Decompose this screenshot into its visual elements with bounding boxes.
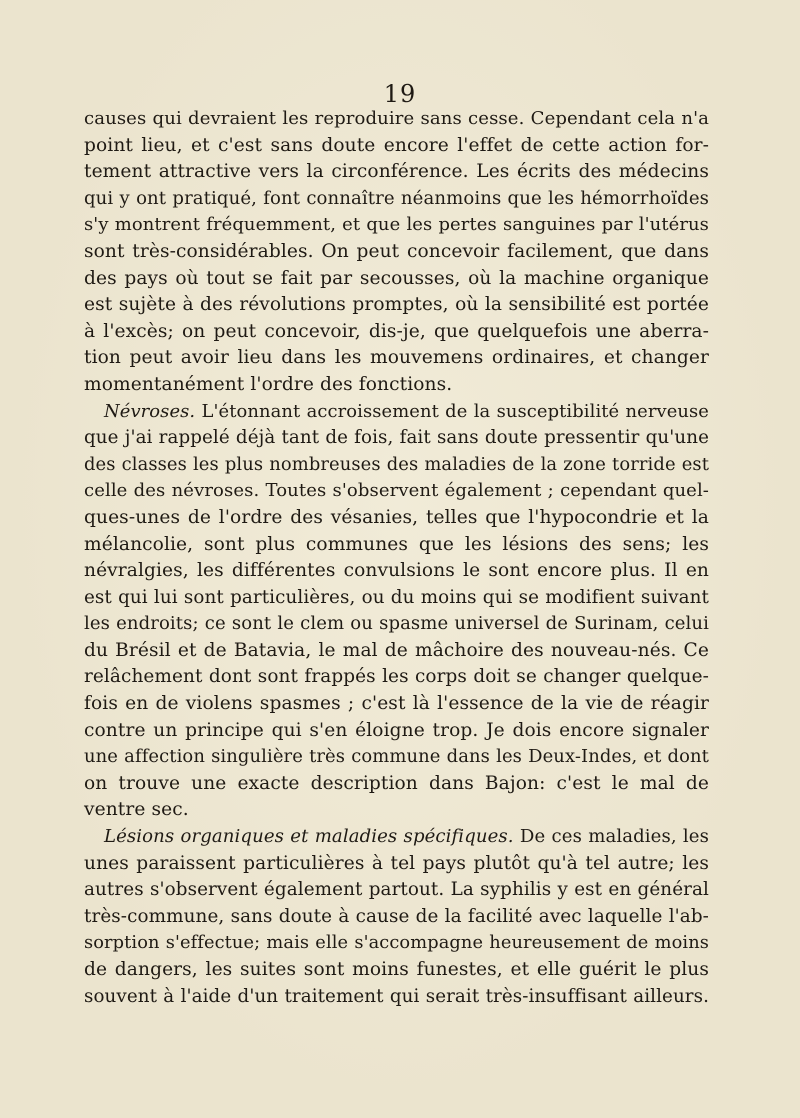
text-line: ques-unes de l'ordre des vésanies, telles que l'hypocondrie et la bbox=[84, 506, 709, 528]
paragraph-2 bbox=[84, 399, 709, 825]
text-line: est qui lui sont particulières, ou du moins qui se modifient suivant bbox=[84, 586, 709, 608]
body-text bbox=[84, 106, 709, 1010]
section-heading-lesions: Lésions organiques et maladies spécifiques. bbox=[104, 826, 514, 848]
text-line: est sujète à des révolutions promptes, où la sensibilité est portée bbox=[84, 294, 709, 316]
text-fragment: L'étonnant accroissement de la susceptibilité nerveuse bbox=[201, 400, 709, 422]
text-line: ventre sec. bbox=[84, 799, 189, 821]
text-line: on trouve une exacte description dans Bajon: c'est le mal de bbox=[84, 772, 709, 794]
text-line: causes qui devraient les reproduire sans cesse. Cependant cela n'a bbox=[84, 108, 709, 129]
text-line: s'y montrent fréquemment, et que les pertes sanguines par l'utérus bbox=[84, 214, 709, 236]
text-line: sorption s'effectue; mais elle s'accompagne heureusement de moins bbox=[84, 932, 709, 954]
text-line: très-commune, sans doute à cause de la facilité avec laquelle l'ab- bbox=[84, 905, 709, 927]
text-line: du Brésil et de Batavia, le mal de mâchoire des nouveau-nés. Ce bbox=[84, 639, 709, 661]
text-line: de dangers, les suites sont moins funestes, et elle guérit le plus bbox=[84, 959, 709, 980]
text-line: tion peut avoir lieu dans les mouvemens ordinaires, et changer bbox=[84, 347, 709, 369]
paragraph-1 bbox=[84, 106, 709, 399]
text-line: unes paraissent particulières à tel pays plutôt qu'à tel autre; les bbox=[84, 852, 709, 874]
text-line: contre un principe qui s'en éloigne trop. Je dois encore signaler bbox=[84, 719, 709, 741]
text-line: une affection singulière très commune dans les Deux-Indes, et dont bbox=[84, 746, 709, 768]
text-line: les endroits; ce sont le clem ou spasme universel de Surinam, celui bbox=[84, 613, 709, 635]
text-line: à l'excès; on peut concevoir, dis-je, que quelquefois une aberra- bbox=[84, 320, 709, 342]
text-line: souvent à l'aide d'un traitement qui serait très-insuffisant ailleurs. bbox=[84, 985, 709, 1007]
text-line: sont très-considérables. On peut concevoir facilement, que dans bbox=[84, 240, 709, 262]
text-line: mélancolie, sont plus communes que les lésions des sens; les bbox=[84, 533, 709, 555]
page-number: 19 bbox=[383, 80, 417, 108]
text-line: que j'ai rappelé déjà tant de fois, fait sans doute pressentir qu'une bbox=[84, 427, 709, 449]
text-line: névralgies, les différentes convulsions le sont encore plus. Il en bbox=[84, 560, 709, 582]
text-line: des classes les plus nombreuses des maladies de la zone torride est bbox=[84, 453, 709, 475]
text-line bbox=[84, 399, 709, 426]
text-line: celle des névroses. Toutes s'observent également ; cependant quel- bbox=[84, 480, 709, 502]
section-heading-nevroses: Névroses. bbox=[104, 400, 196, 422]
text-line: tement attractive vers la circonférence. Les écrits des médecins bbox=[84, 161, 709, 183]
text-line: autres s'observent également partout. La syphilis y est en général bbox=[84, 879, 709, 901]
text-fragment: De ces maladies, les bbox=[519, 826, 709, 848]
text-line: relâchement dont sont frappés les corps doit se changer quelque- bbox=[84, 666, 709, 688]
text-line: qui y ont pratiqué, font connaître néanmoins que les hémorrhoïdes bbox=[84, 187, 709, 209]
text-line: point lieu, et c'est sans doute encore l'effet de cette action for- bbox=[84, 134, 709, 156]
text-line: momentanément l'ordre des fonctions. bbox=[84, 373, 453, 395]
paragraph-3 bbox=[84, 824, 709, 1010]
text-line: fois en de violens spasmes ; c'est là l'essence de la vie de réagir bbox=[84, 693, 709, 715]
text-line: des pays où tout se fait par secousses, où la machine organique bbox=[84, 267, 709, 289]
text-line bbox=[84, 824, 709, 851]
